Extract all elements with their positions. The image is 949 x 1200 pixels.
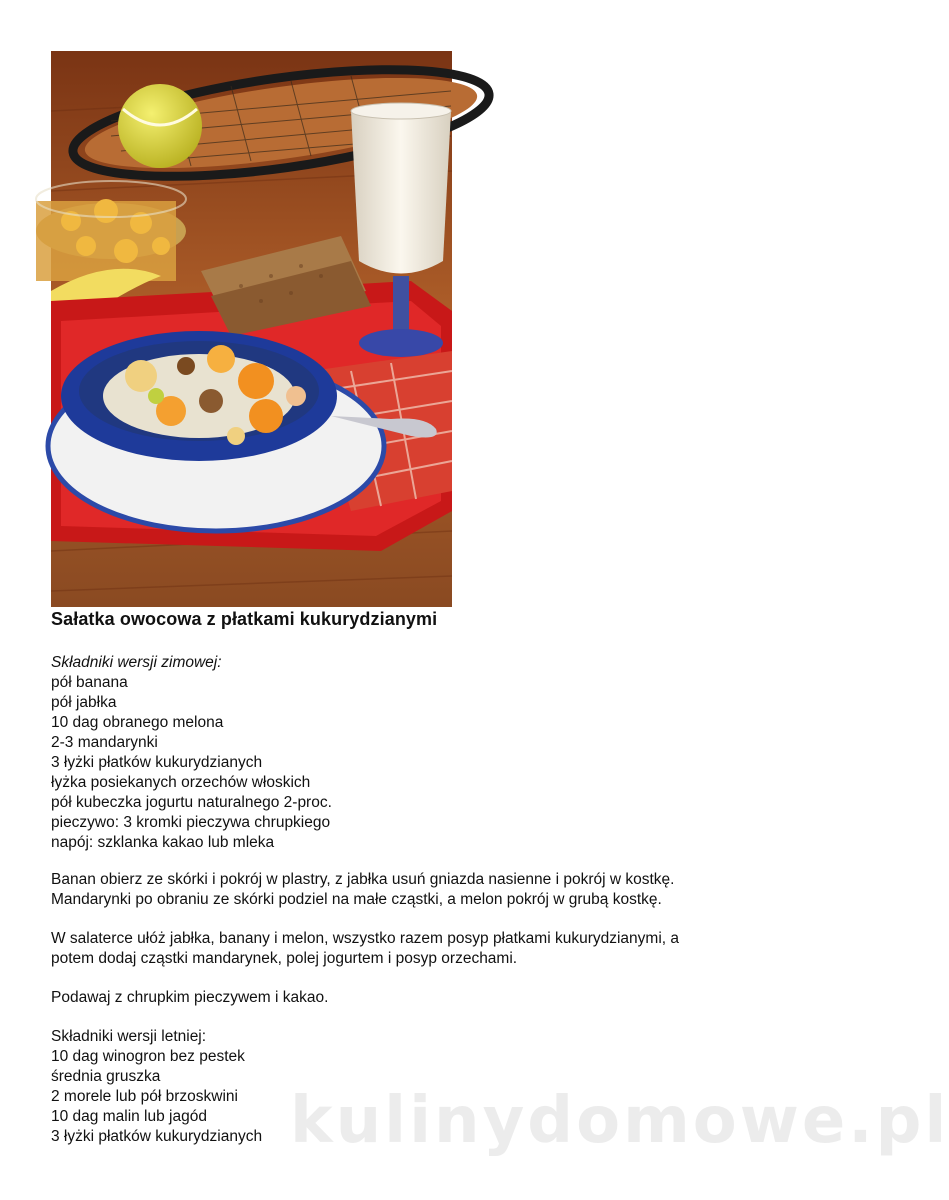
instruction-line: Podawaj z chrupkim pieczywem i kakao. bbox=[51, 989, 329, 1006]
watermark: kulinydomowe.pl bbox=[290, 1084, 949, 1158]
ingredient-item: pieczywo: 3 kromki pieczywa chrupkiego bbox=[51, 814, 331, 831]
ingredient-item: 10 dag malin lub jagód bbox=[51, 1108, 207, 1125]
summer-heading: Składniki wersji letniej: bbox=[51, 1028, 207, 1045]
winter-heading: Składniki wersji zimowej: bbox=[51, 654, 222, 671]
ingredient-item: średnia gruszka bbox=[51, 1068, 161, 1085]
ingredient-item: 2 morele lub pół brzoskwini bbox=[51, 1088, 238, 1105]
ingredient-item: 10 dag obranego melona bbox=[51, 714, 224, 731]
recipe-photo bbox=[51, 51, 452, 607]
ingredient-item: pół banana bbox=[51, 674, 128, 691]
recipe-title: Sałatka owocowa z płatkami kukurydzianymi bbox=[51, 609, 438, 629]
instruction-line: Banan obierz ze skórki i pokrój w plastry, z jabłka usuń gniazda nasienne i pokrój w kostkę. bbox=[51, 871, 675, 888]
instruction-line: potem dodaj cząstki mandarynek, polej jogurtem i posyp orzechami. bbox=[51, 950, 518, 967]
ingredient-item: łyżka posiekanych orzechów włoskich bbox=[51, 774, 311, 791]
winter-ingredients bbox=[51, 653, 332, 853]
summer-ingredients bbox=[51, 1027, 262, 1147]
ingredient-item: pół jabłka bbox=[51, 694, 117, 711]
ingredient-item: pół kubeczka jogurtu naturalnego 2-proc. bbox=[51, 794, 332, 811]
instruction-step-3 bbox=[51, 988, 328, 1008]
ingredient-item: 10 dag winogron bez pestek bbox=[51, 1048, 245, 1065]
instruction-step-1 bbox=[51, 870, 674, 910]
instruction-line: W salaterce ułóż jabłka, banany i melon, wszystko razem posyp płatkami kukurydzianymi, a bbox=[51, 930, 680, 947]
ingredient-item: napój: szklanka kakao lub mleka bbox=[51, 834, 275, 851]
instruction-step-2 bbox=[51, 929, 679, 969]
ingredient-item: 2-3 mandarynki bbox=[51, 734, 158, 751]
instruction-line: Mandarynki po obraniu ze skórki podziel na małe cząstki, a melon pokrój w grubą kostkę. bbox=[51, 891, 662, 908]
ingredient-item: 3 łyżki płatków kukurydzianych bbox=[51, 1128, 263, 1145]
ingredient-item: 3 łyżki płatków kukurydzianych bbox=[51, 754, 263, 771]
